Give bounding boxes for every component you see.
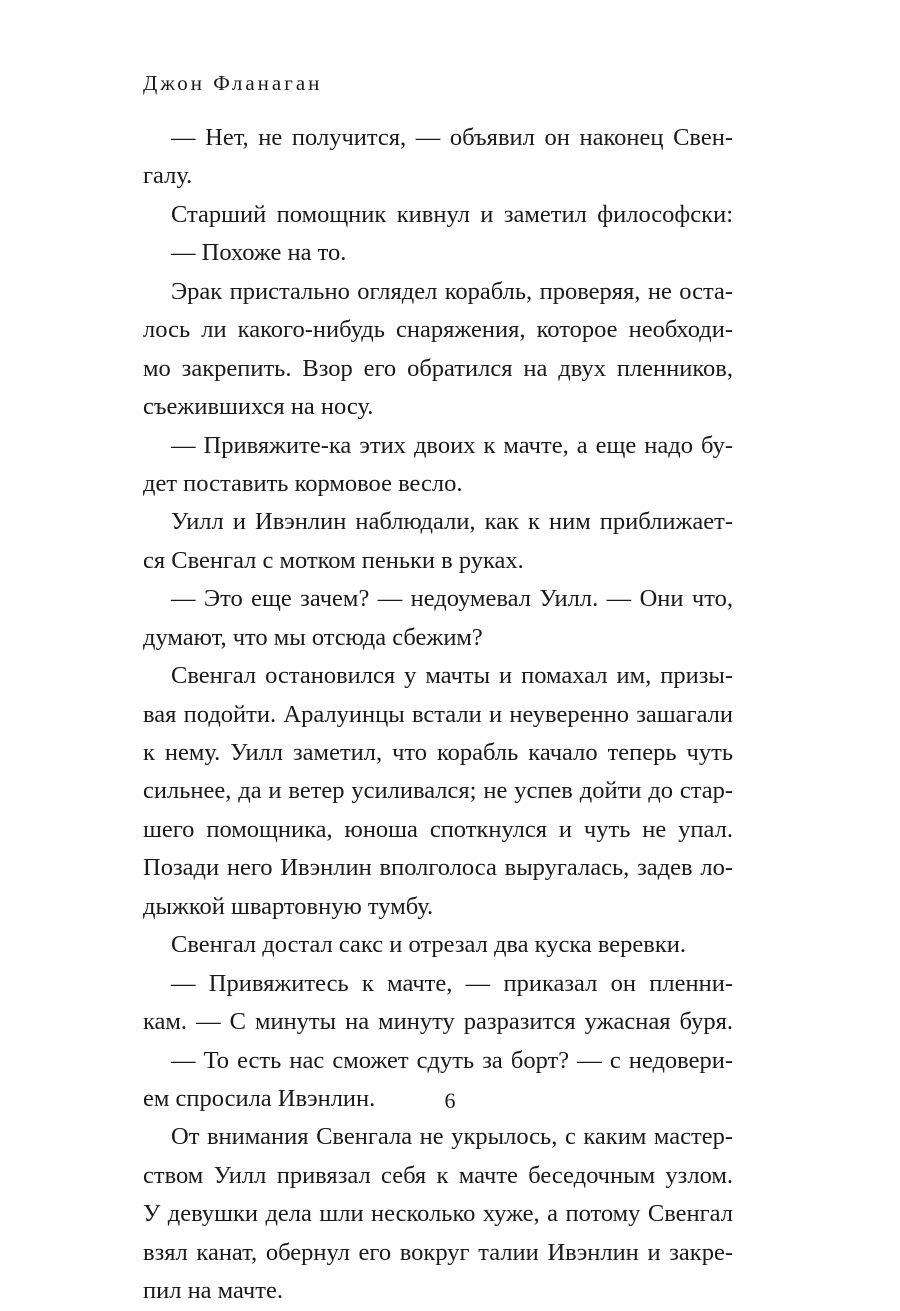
text-line: к нему. Уилл заметил, что корабль качало теперь чуть (143, 739, 733, 766)
text-line: кам. — С минуты на минуту разразится ужасная буря. (143, 1008, 733, 1036)
text-line: Свенгал остановился у мачты и помахал им, призы- (171, 662, 733, 690)
text-line: Старший помощник кивнул и заметил философски: (171, 200, 733, 228)
text-line: дыжкой швартовную тумбу. (143, 892, 434, 920)
text-line: сильнее, да и ветер усиливался; не успев дойти до стар- (143, 777, 733, 805)
text-line: вая подойти. Аралуинцы встали и неуверенно зашагали (143, 700, 733, 728)
text-line: лось ли какого-нибудь снаряжения, которое необходи- (143, 316, 733, 344)
body-text (143, 119, 733, 1311)
text-line: От внимания Свенгала не укрылось, с каким мастер- (171, 1123, 733, 1151)
text-line: галу. (143, 162, 193, 190)
text-line: Уилл и Ивэнлин наблюдали, как к ним приближает- (171, 508, 733, 536)
running-head: Джон Фланаган (143, 71, 323, 95)
text-line: — Привяжите-ка этих двоих к мачте, а еще надо бу- (171, 431, 733, 459)
text-line: — Нет, не получится, — объявил он наконец Свен- (171, 124, 733, 151)
text-line: думают, что мы отсюда сбежим? (143, 623, 483, 651)
text-line: съежившихся на носу. (143, 393, 374, 421)
text-line: ся Свенгал с мотком пеньки в руках. (143, 546, 524, 574)
text-line: пил на мачте. (143, 1277, 283, 1305)
text-line: — Привяжитесь к мачте, — приказал он пленни- (171, 969, 733, 997)
text-line: взял канат, обернул его вокруг талии Ивэнлин и закре- (143, 1238, 733, 1266)
text-line: ством Уилл привязал себя к мачте беседочным узлом. (143, 1161, 733, 1189)
text-line: ем спросила Ивэнлин. (143, 1084, 376, 1112)
text-line: У девушки дела шли несколько хуже, а потому Свенгал (143, 1200, 733, 1228)
text-line: дет поставить кормовое весло. (143, 469, 463, 497)
page-number: 6 (444, 1088, 456, 1113)
text-line: Свенгал достал сакс и отрезал два куска веревки. (171, 931, 686, 959)
text-line: Эрак пристально оглядел корабль, проверяя, не оста- (171, 277, 733, 305)
text-line: Позади него Ивэнлин вполголоса выругалась, задев ло- (143, 854, 733, 882)
text-line: — То есть нас сможет сдуть за борт? — с недовери- (171, 1046, 733, 1074)
text-line: шего помощника, юноша споткнулся и чуть не упал. (143, 815, 733, 843)
text-line: — Это еще зачем? — недоумевал Уилл. — Они что, (171, 585, 733, 613)
text-line: мо закрепить. Взор его обратился на двух пленников, (143, 354, 733, 382)
text-line: — Похоже на то. (171, 239, 347, 267)
